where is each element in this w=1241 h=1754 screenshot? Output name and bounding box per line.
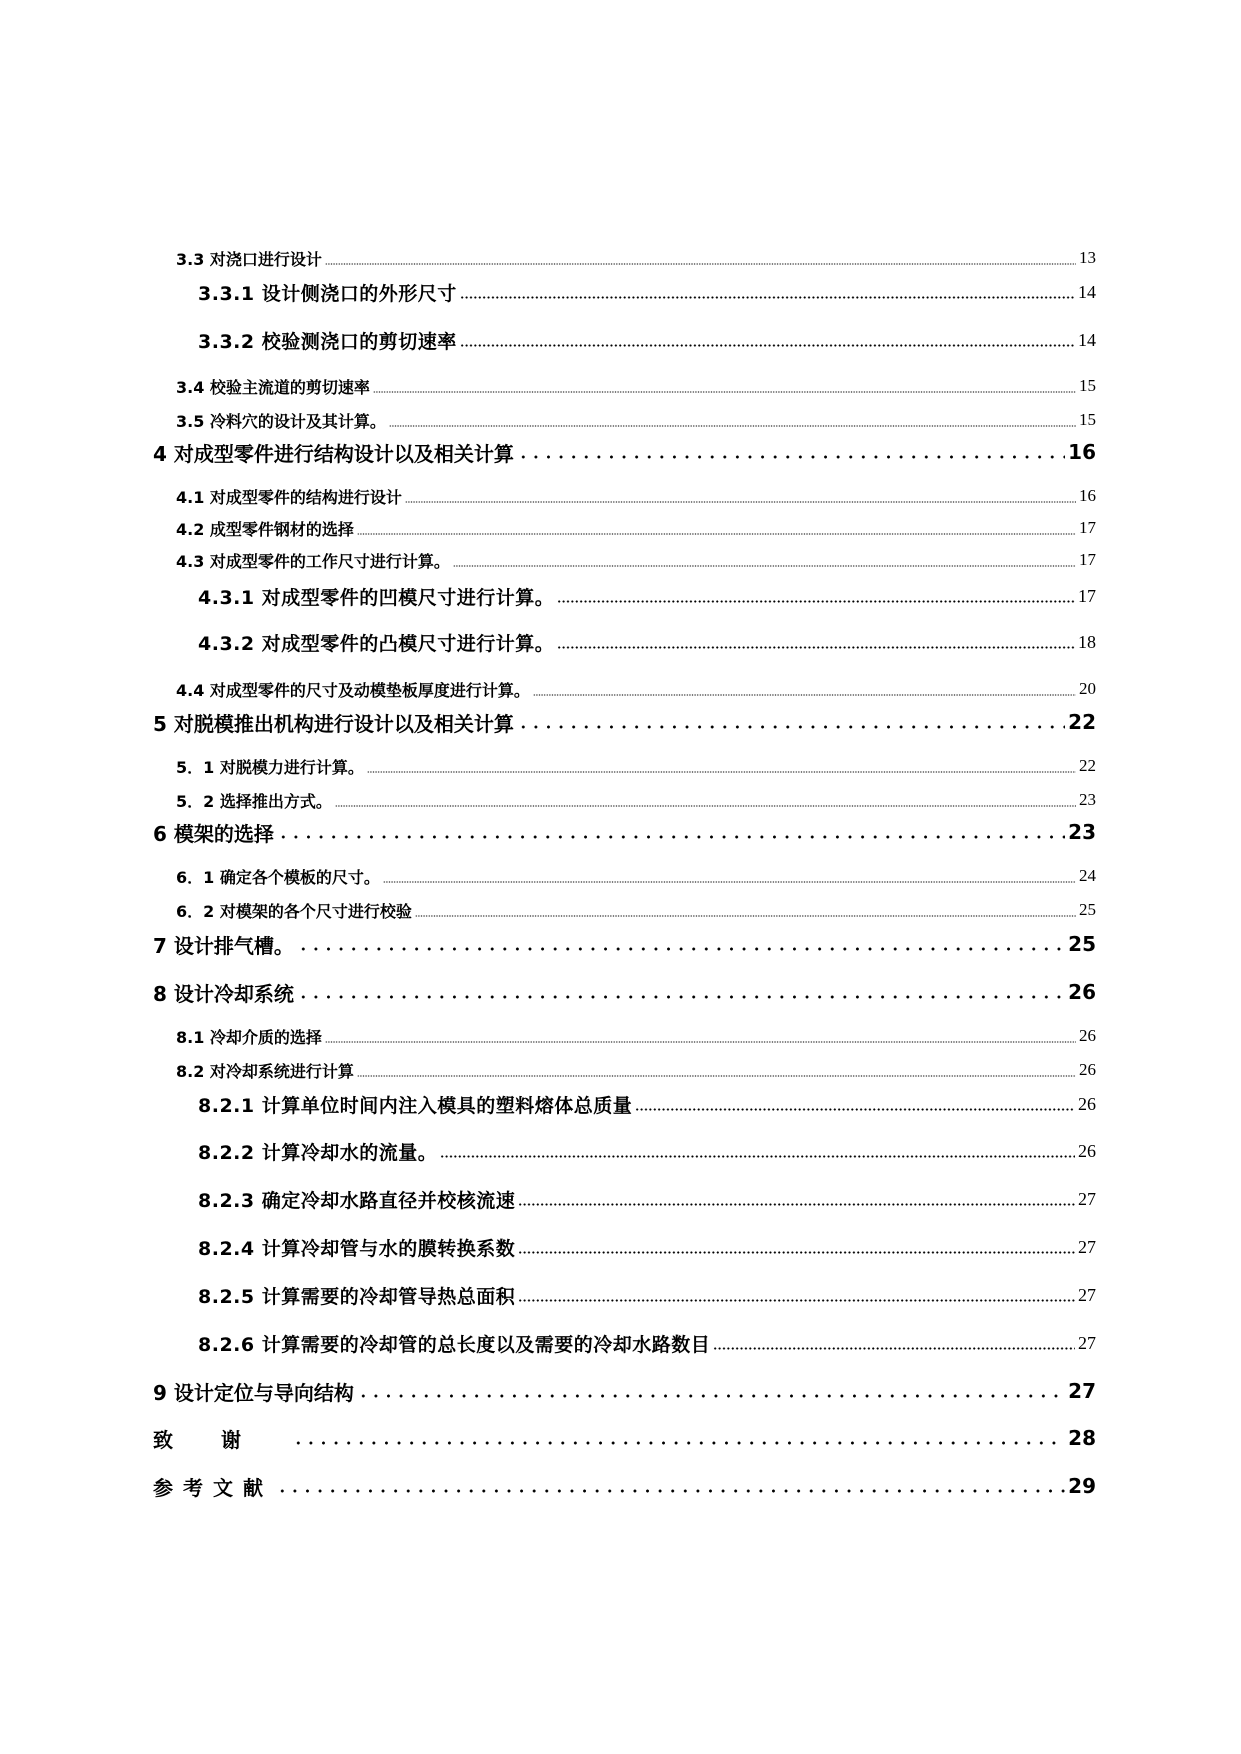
toc-entry-3-3[interactable] <box>176 243 1096 273</box>
toc-entry-8-2[interactable] <box>176 1055 1096 1085</box>
dot-leader <box>325 1041 1076 1043</box>
toc-entry-page: 27 <box>1068 1379 1096 1403</box>
toc-entry-3-3-2[interactable] <box>198 325 1096 355</box>
toc-entry-title: 8.2.4 计算冷却管与水的膜转换系数 <box>198 1237 516 1260</box>
toc-entry-title: 5．1 对脱模力进行计算。 <box>176 757 364 777</box>
toc-entry-page: 20 <box>1079 679 1096 698</box>
dot-leader <box>713 1347 1075 1350</box>
toc-entry-4-3[interactable] <box>176 545 1096 575</box>
toc-entry-page: 15 <box>1079 410 1096 429</box>
toc-entry-4-4[interactable] <box>176 674 1096 704</box>
dot-leader <box>517 725 1065 729</box>
toc-entry-5-2[interactable] <box>176 785 1096 815</box>
toc-entry-4-1[interactable] <box>176 481 1096 511</box>
dot-leader <box>405 501 1076 503</box>
dot-leader <box>533 694 1076 696</box>
toc-entry-title: 6．2 对模架的各个尺寸进行校验 <box>176 901 412 921</box>
dot-leader <box>297 995 1065 999</box>
dot-leader <box>518 1251 1075 1254</box>
toc-entry-title: 8.2.5 计算需要的冷却管导热总面积 <box>198 1285 516 1308</box>
dot-leader <box>440 1155 1075 1158</box>
dot-leader <box>518 1203 1075 1206</box>
dot-leader <box>518 1299 1075 1302</box>
toc-entry-8-2-2[interactable] <box>198 1136 1096 1166</box>
toc-entry-references[interactable] <box>153 1471 1096 1501</box>
toc-entry-page: 16 <box>1068 440 1096 464</box>
toc-entry-title: 4.3.1 对成型零件的凹模尺寸进行计算。 <box>198 586 555 609</box>
dot-leader <box>460 344 1075 347</box>
toc-entry-title: 4.3.2 对成型零件的凸模尺寸进行计算。 <box>198 632 555 655</box>
toc-entry-title: 6 模架的选择 <box>153 821 274 846</box>
toc-entry-8-2-3[interactable] <box>198 1184 1096 1214</box>
toc-entry-8-2-4[interactable] <box>198 1232 1096 1262</box>
toc-entry-title: 致谢 <box>153 1427 289 1452</box>
toc-entry-3-5[interactable] <box>176 405 1096 435</box>
toc-entry-6[interactable] <box>153 817 1096 847</box>
toc-entry-9[interactable] <box>153 1376 1096 1406</box>
toc-entry-page: 25 <box>1068 932 1096 956</box>
dot-leader <box>557 646 1075 649</box>
toc-entry-page: 24 <box>1079 866 1096 885</box>
toc-entry-page: 29 <box>1068 1474 1096 1498</box>
toc-entry-title: 5 对脱模推出机构进行设计以及相关计算 <box>153 711 514 736</box>
dot-leader <box>297 947 1065 951</box>
toc-entry-page: 16 <box>1079 486 1096 505</box>
toc-entry-title: 7 设计排气槽。 <box>153 933 294 958</box>
toc-entry-acknowledgement[interactable] <box>153 1423 1096 1453</box>
toc-entry-title: 4.1 对成型零件的结构进行设计 <box>176 487 402 507</box>
toc-entry-5-1[interactable] <box>176 751 1096 781</box>
dot-leader <box>357 1394 1065 1398</box>
toc-entry-6-1[interactable] <box>176 861 1096 891</box>
toc-entry-title: 8 设计冷却系统 <box>153 981 294 1006</box>
toc-entry-page: 28 <box>1068 1426 1096 1450</box>
toc-entry-4[interactable] <box>153 437 1096 467</box>
toc-entry-page: 14 <box>1078 329 1096 350</box>
toc-entry-page: 26 <box>1078 1140 1096 1161</box>
toc-entry-title: 3.3.1 设计侧浇口的外形尺寸 <box>198 282 457 305</box>
toc-entry-title: 8.1 冷却介质的选择 <box>176 1027 322 1047</box>
toc-entry-page: 27 <box>1078 1332 1096 1353</box>
toc-entry-title: 参考文献 <box>153 1475 273 1500</box>
dot-leader <box>335 805 1076 807</box>
dot-leader <box>357 533 1076 535</box>
toc-entry-4-3-1[interactable] <box>198 581 1096 611</box>
dot-leader <box>373 391 1076 393</box>
toc-entry-page: 27 <box>1078 1188 1096 1209</box>
toc-entry-page: 27 <box>1078 1284 1096 1305</box>
toc-entry-3-4[interactable] <box>176 371 1096 401</box>
toc-entry-8[interactable] <box>153 977 1096 1007</box>
toc-entry-page: 13 <box>1079 248 1096 267</box>
toc-entry-title: 4.4 对成型零件的尺寸及动模垫板厚度进行计算。 <box>176 680 530 700</box>
dot-leader <box>292 1441 1065 1445</box>
dot-leader <box>383 881 1076 883</box>
toc-entry-title: 8.2.2 计算冷却水的流量。 <box>198 1141 438 1164</box>
toc-entry-page: 23 <box>1079 790 1096 809</box>
toc-entry-page: 25 <box>1079 900 1096 919</box>
dot-leader <box>389 425 1076 427</box>
dot-leader <box>277 835 1065 839</box>
toc-entry-page: 26 <box>1068 980 1096 1004</box>
toc-entry-3-3-1[interactable] <box>198 277 1096 307</box>
toc-entry-title: 4 对成型零件进行结构设计以及相关计算 <box>153 441 514 466</box>
dot-leader <box>557 600 1075 603</box>
dot-leader <box>276 1489 1065 1493</box>
toc-entry-title: 3.4 校验主流道的剪切速率 <box>176 377 370 397</box>
toc-entry-page: 18 <box>1078 631 1096 652</box>
toc-entry-title: 3.5 冷料穴的设计及其计算。 <box>176 411 386 431</box>
dot-leader <box>517 455 1065 459</box>
toc-entry-title: 9 设计定位与导向结构 <box>153 1380 354 1405</box>
dot-leader <box>460 296 1075 299</box>
toc-entry-page: 26 <box>1078 1093 1096 1114</box>
toc-entry-title: 8.2 对冷却系统进行计算 <box>176 1061 354 1081</box>
toc-entry-title: 3.3 对浇口进行设计 <box>176 249 322 269</box>
dot-leader <box>453 565 1076 567</box>
toc-entry-title: 6．1 确定各个模板的尺寸。 <box>176 867 380 887</box>
toc-entry-page: 27 <box>1078 1236 1096 1257</box>
toc-entry-6-2[interactable] <box>176 895 1096 925</box>
dot-leader <box>367 771 1076 773</box>
dot-leader <box>325 263 1076 265</box>
toc-entry-title: 8.2.6 计算需要的冷却管的总长度以及需要的冷却水路数目 <box>198 1333 711 1356</box>
toc-entry-page: 26 <box>1079 1060 1096 1079</box>
toc-entry-title: 3.3.2 校验测浇口的剪切速率 <box>198 330 457 353</box>
toc-entry-page: 17 <box>1079 518 1096 537</box>
toc-entry-title: 8.2.3 确定冷却水路直径并校核流速 <box>198 1189 516 1212</box>
toc-entry-4-3-2[interactable] <box>198 627 1096 657</box>
toc-entry-8-2-5[interactable] <box>198 1280 1096 1310</box>
toc-entry-page: 26 <box>1079 1026 1096 1045</box>
toc-entry-page: 22 <box>1079 756 1096 775</box>
toc-entry-page: 17 <box>1079 550 1096 569</box>
dot-leader <box>415 915 1076 917</box>
toc-entry-page: 14 <box>1078 281 1096 302</box>
dot-leader <box>635 1108 1075 1111</box>
toc-entry-4-2[interactable] <box>176 513 1096 543</box>
toc-entry-title: 4.2 成型零件钢材的选择 <box>176 519 354 539</box>
toc-entry-8-1[interactable] <box>176 1021 1096 1051</box>
toc-entry-title: 5．2 选择推出方式。 <box>176 791 332 811</box>
dot-leader <box>357 1075 1076 1077</box>
toc-entry-page: 17 <box>1078 585 1096 606</box>
toc-entry-7[interactable] <box>153 929 1096 959</box>
toc-entry-title: 8.2.1 计算单位时间内注入模具的塑料熔体总质量 <box>198 1094 633 1117</box>
toc-entry-8-2-6[interactable] <box>198 1328 1096 1358</box>
toc-entry-page: 22 <box>1068 710 1096 734</box>
toc-entry-page: 15 <box>1079 376 1096 395</box>
toc-entry-8-2-1[interactable] <box>198 1089 1096 1119</box>
toc-entry-5[interactable] <box>153 707 1096 737</box>
toc-entry-page: 23 <box>1068 820 1096 844</box>
toc-entry-title: 4.3 对成型零件的工作尺寸进行计算。 <box>176 551 450 571</box>
